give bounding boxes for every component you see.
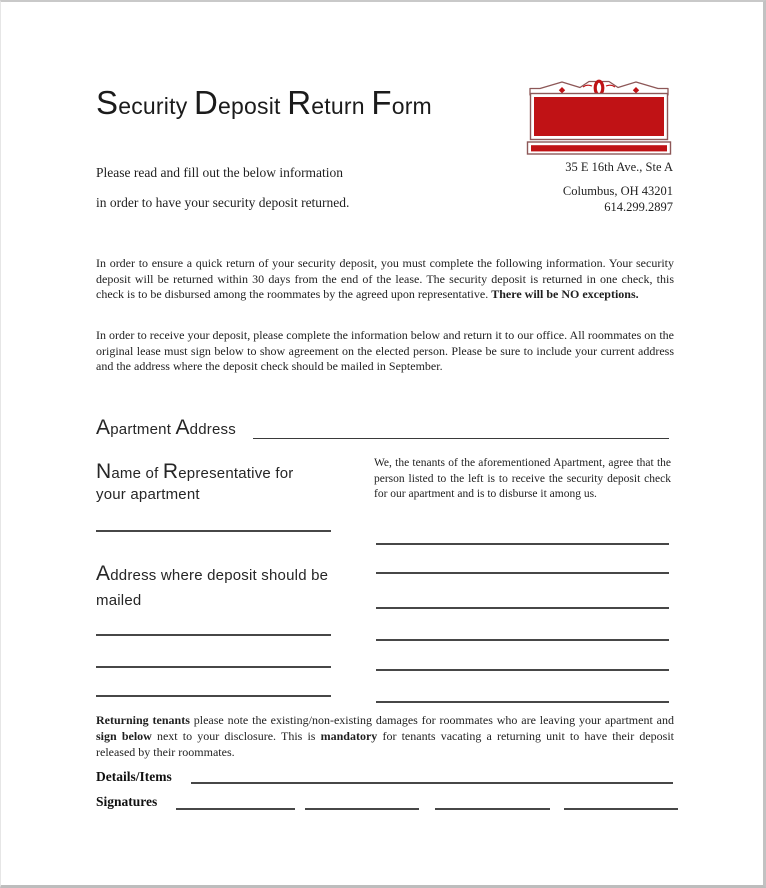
tenant-signature-line-2[interactable] (376, 572, 669, 574)
details-items-label: Details/Items (96, 769, 172, 784)
tenant-signature-line-5[interactable] (376, 669, 669, 671)
company-logo (524, 78, 674, 155)
representative-name-label-line-2: your apartment (96, 486, 200, 503)
office-city-state-zip: Columbus, OH 43201 (562, 184, 673, 198)
tenant-signature-line-1[interactable] (376, 543, 669, 545)
tenant-signature-line-6[interactable] (376, 701, 669, 703)
office-street-address: 35 E 16th Ave., Ste A (565, 160, 673, 174)
signature-input-line-3[interactable] (435, 808, 550, 810)
office-contact-block (421, 159, 673, 215)
returning-tenants-notice: Returning tenants please note the existing/non-existing damages for roommates who are leaving your apartment and sign below next to your disclosure. This is mandatory for tenants vacating a returning unit to have their deposit released by their roommates. (96, 713, 674, 759)
mailing-address-input-line-2[interactable] (96, 666, 331, 668)
storefront-sign-icon (524, 78, 674, 155)
intro-line-1: Please read and fill out the below information (96, 165, 344, 180)
tenant-agreement-text: We, the tenants of the aforementioned Apartment, agree that the person listed to the left is to receive the security deposit check for our apartment and is to disburse it among us. (374, 457, 671, 500)
signature-input-line-4[interactable] (564, 808, 678, 810)
tenant-signature-line-4[interactable] (376, 639, 669, 641)
signature-input-line-1[interactable] (176, 808, 295, 810)
mailing-address-label-line-2: mailed (96, 592, 142, 609)
tenant-signature-line-3[interactable] (376, 607, 669, 609)
mailing-address-label-line-1: Address where deposit should be (96, 562, 329, 585)
signatures-label: Signatures (96, 794, 158, 809)
mailing-address-input-line-3[interactable] (96, 695, 331, 697)
mailing-address-input-line-1[interactable] (96, 634, 331, 636)
apartment-address-input-line[interactable] (253, 438, 669, 439)
representative-name-label-line-1: Name of Representative for (96, 460, 294, 483)
page-title: Security Deposit Return Form (96, 84, 432, 121)
deposit-return-notice: In order to ensure a quick return of your security deposit, you must complete the following information. Your security deposit will be returned within 30 days from the end of the lease. The security deposit is returned in one check, this check is to be disbursed among the roommates by the agreed upon representative. There will be NO exceptions. (96, 256, 674, 301)
details-items-input-line[interactable] (191, 782, 673, 784)
apartment-address-label: Apartment Address (96, 416, 236, 439)
intro-line-2: in order to have your security deposit returned. (96, 195, 350, 210)
representative-name-input-line[interactable] (96, 530, 331, 532)
deposit-receive-notice: In order to receive your deposit, please complete the information below and return it to our office. All roommates on the original lease must sign below to show agreement on the elected person. Please be sure to include your current address and the address where the deposit check should be mailed in September. (96, 328, 674, 373)
office-phone: 614.299.2897 (604, 200, 673, 214)
signature-input-line-2[interactable] (305, 808, 419, 810)
